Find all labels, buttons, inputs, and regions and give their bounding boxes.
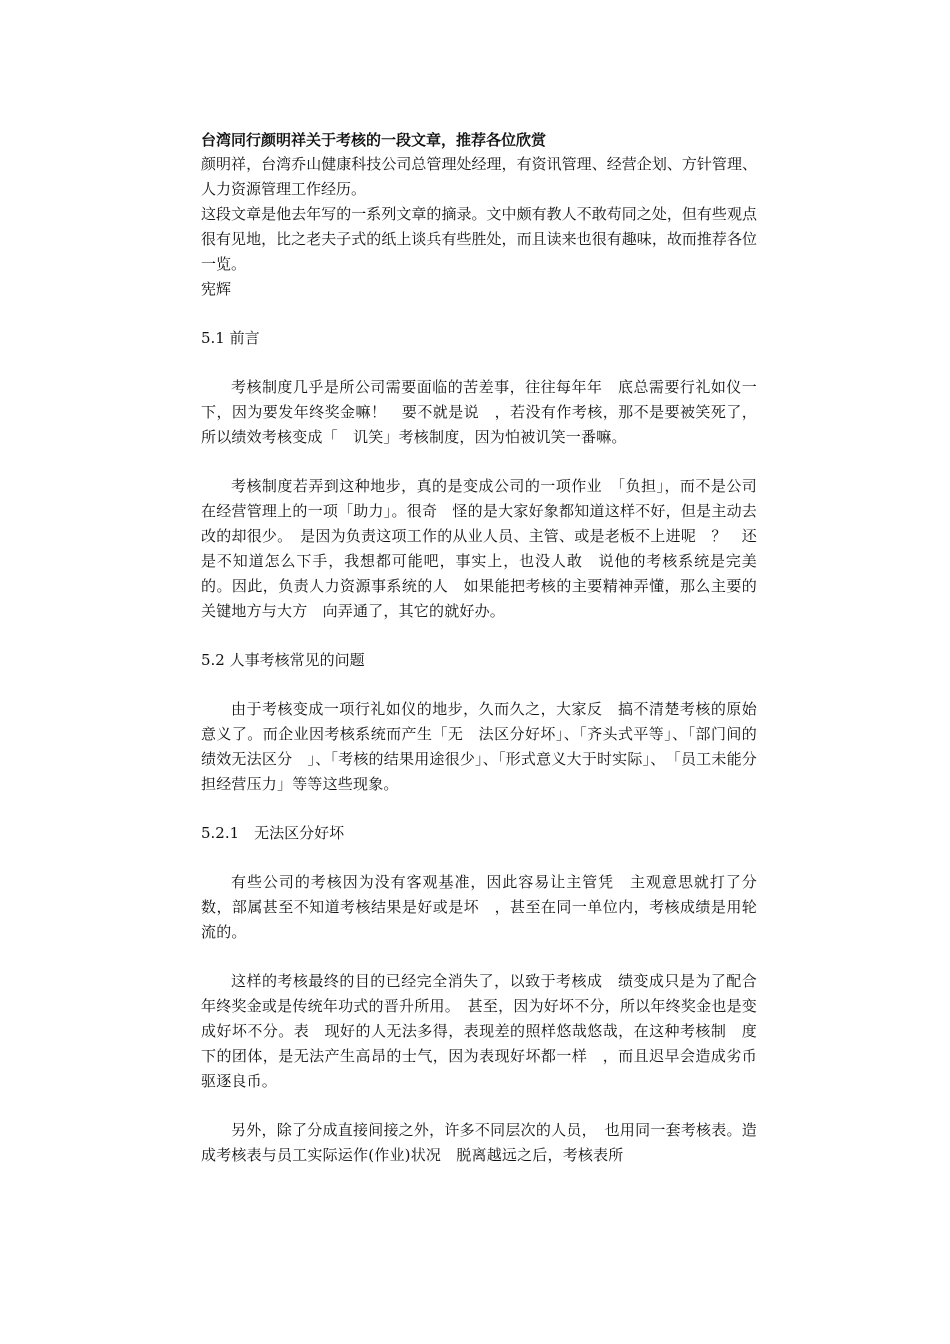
section-5-2-paragraph: 由于考核变成一项行礼如仪的地步，久而久之，大家反 搞不清楚考核的原始意义了。而企业因考核系统而产生「无 法区分好坏」、「齐头式平等」、「部门间的绩效无法区分 」、「考核的结果用途很少」、「形式意义大于时实际」、 「员工未能分担经营压力」等等这些现象。 bbox=[201, 700, 757, 793]
intro-note: 这段文章是他去年写的一系列文章的摘录。文中颇有教人不敢苟同之处，但有些观点很有见地，比之老夫子式的纸上谈兵有些胜处，而且读来也很有趣味，故而推荐各位一览。 bbox=[201, 205, 757, 273]
section-5-2-1-paragraph: 有些公司的考核因为没有客观基准，因此容易让主管凭 主观意思就打了分数，部属甚至不知道考核结果是好或是坏 ，甚至在同一单位内，考核成绩是用轮流的。 bbox=[201, 873, 757, 941]
section-5-2-1-heading: 5.2.1 无法区分好坏 bbox=[201, 824, 345, 842]
intro-block bbox=[201, 152, 757, 302]
section-5-2-1-paragraph: 这样的考核最终的目的已经完全消失了，以致于考核成 绩变成只是为了配合年终奖金或是传统年功式的晋升所用。 甚至，因为好坏不分，所以年终奖金也是变成好坏不分。表 现好的人无法多得，表现差的照样悠哉悠哉，在这种考核制 度下的团体，是无法产生高昂的士气，因为表现好坏都一样 ，而且迟早会造成劣币驱逐良币。 bbox=[201, 972, 757, 1090]
signature: 宪辉 bbox=[201, 280, 232, 298]
document-page bbox=[201, 128, 757, 1168]
document-title: 台湾同行颜明祥关于考核的一段文章，推荐各位欣赏 bbox=[201, 131, 547, 149]
section-5-2-1-paragraph: 另外，除了分成直接间接之外，许多不同层次的人员， 也用同一套考核表。造成考核表与员工实际运作(作业)状况 脱离越远之后，考核表所 bbox=[201, 1121, 757, 1164]
section-5-1-paragraph: 考核制度几乎是所公司需要面临的苦差事，往往每年年 底总需要行礼如仪一下，因为要发年终奖金嘛！ 要不就是说 ，若没有作考核，那不是要被笑死了，所以绩效考核变成「 讥笑」考核制度，因为怕被讥笑一番嘛。 bbox=[201, 378, 757, 446]
section-5-2-heading: 5.2 人事考核常见的问题 bbox=[201, 651, 365, 669]
section-5-1-paragraph: 考核制度若弄到这种地步，真的是变成公司的一项作业 「负担」，而不是公司在经营管理上的一项「助力」。很奇 怪的是大家好象都知道这样不好，但是主动去改的却很少。 是因为负责这项工作的从业人员、主管、或是老板不上进呢 ？ 还是不知道怎么下手，我想都可能吧，事实上，也没人敢 说他的考核系统是完美的。因此，负责人力资源事系统的人 如果能把考核的主要精神弄懂，那么主要的关键地方与大方 向弄通了，其它的就好办。 bbox=[201, 477, 757, 620]
section-5-1-heading: 5.1 前言 bbox=[201, 329, 260, 347]
intro-author: 颜明祥，台湾乔山健康科技公司总管理处经理，有资讯管理、经营企划、方针管理、人力资源管理工作经历。 bbox=[201, 155, 757, 198]
